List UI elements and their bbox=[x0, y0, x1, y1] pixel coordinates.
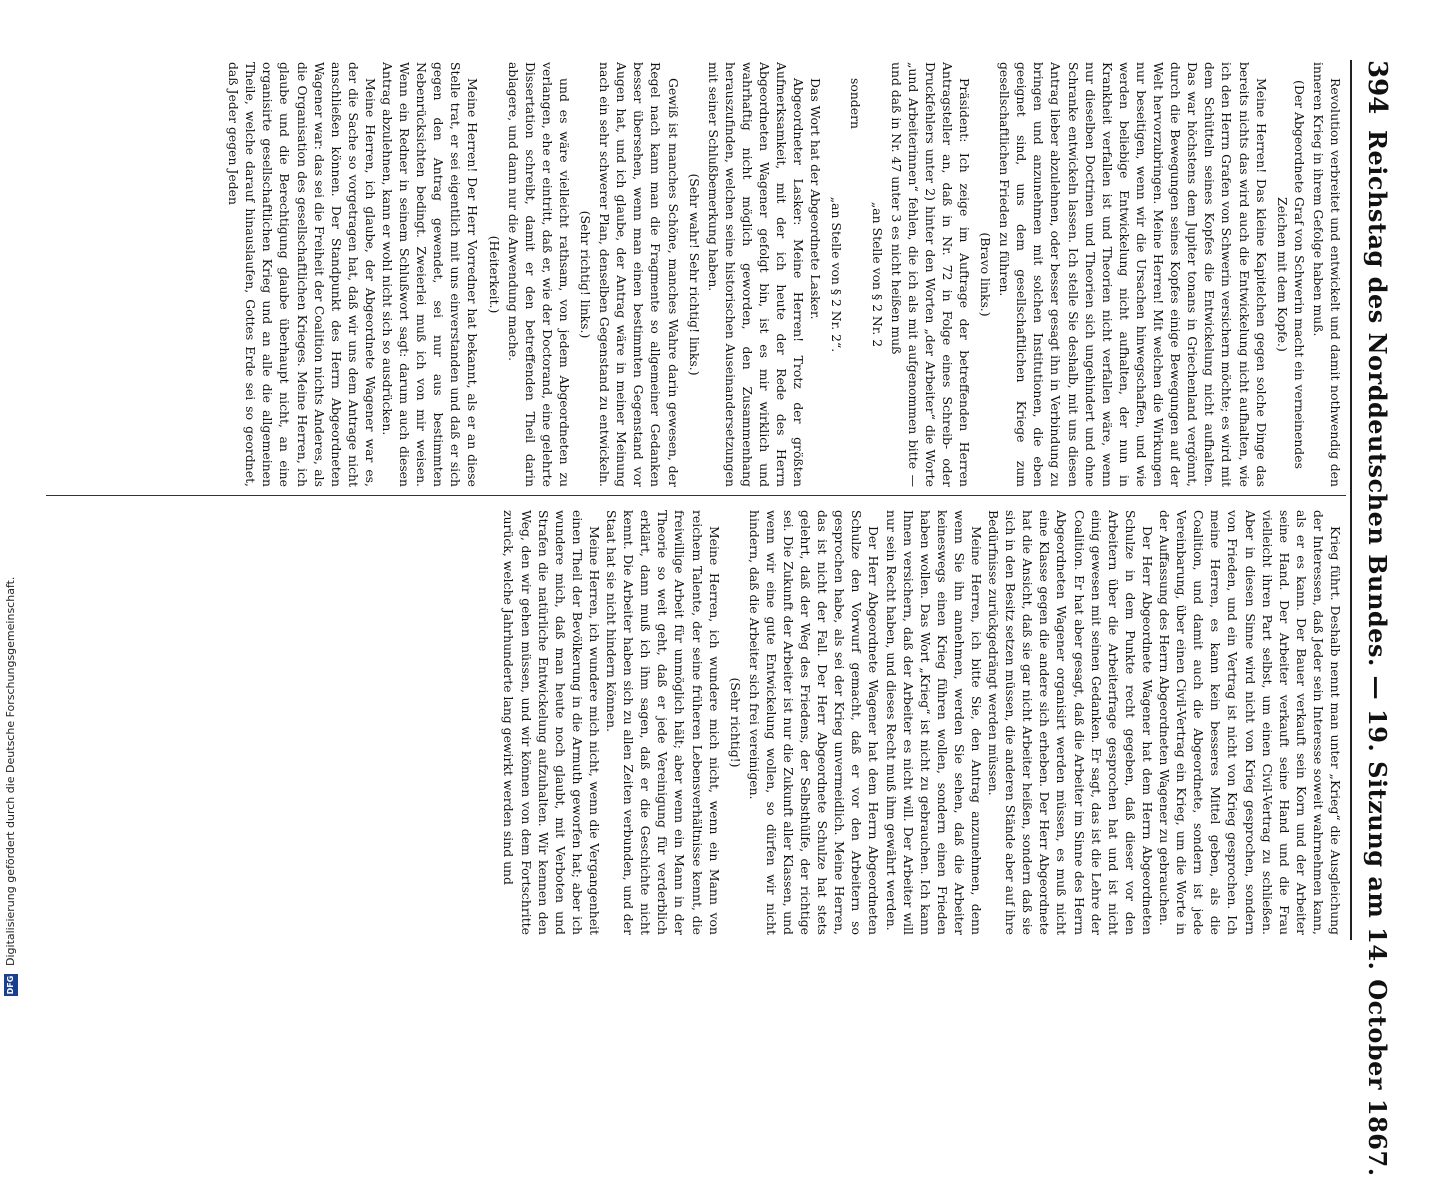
paragraph: sondern bbox=[848, 78, 864, 129]
column-divider bbox=[46, 495, 1346, 496]
header-rule bbox=[1350, 60, 1352, 940]
paragraph: Revolution verbreitet und entwickelt und damit nothwendig den inneren Krieg in ihrem Gefolge haben muß. bbox=[1310, 62, 1343, 487]
centered-note: „an Stelle von § 2 Nr. 2“. bbox=[829, 196, 845, 353]
paragraph: Der Herr Abgeordnete Wagener hat dem Herrn Abgeordneten Schulze in dem Punkte recht gegeben, daß dieser vor den Arbeitern über die Arbeiterfrage gesprochen hat und ist nicht einig gewesen mit seinen Gedanken. Er sagt, das ist die Lehre der Coalition. Er hat aber gesagt, daß die Arbeiter im Sinne des Herrn Abgeordneten Wagener organisirt werden müssen, es muß nicht eine Klasse gegen die andere sich erheben. Der Herr Abgeordnete hat die Ansicht, daß sie gar nicht Arbeiter heißen, sondern daß sie sich in den Besitz setzen müssen, die anderen Stände aber auf ihre Bedürfnisse zurückgedrängt werden müssen. bbox=[986, 510, 1155, 935]
centered-note: „an Stelle von § 2 Nr. 2 bbox=[869, 201, 885, 348]
right-column bbox=[54, 510, 1344, 935]
left-column bbox=[54, 62, 1344, 487]
centered-note: (Sehr richtig!) bbox=[727, 677, 743, 768]
credit-strip bbox=[0, 0, 24, 1000]
paragraph: Präsident: Ich zeige im Auftrage der betreffenden Herren Antragsteller an, daß in Nr. 72 in Folge eines Schreib- oder Druckfehlers unter 2) hinter den Worten „der Arbeiter“ die Worte „und Arbeiterinnen“ fehlen, die ich als mit aufgenommen bitte — und daß in Nr. 47 unter 3 es nicht heißen muß bbox=[888, 62, 973, 487]
paragraph: Meine Herren, ich glaube, der Abgeordnete Wagener war es, der die Sache so vorgetragen hat, daß wir uns dem Antrage nicht anschließen können. Der Standpunkt des Herrn Abgeordneten Wagener war: das sei die Freiheit der Coalition nichts Anderes, als die Organisation des gesellschaftlichen Krieges. Meine Herren, ich glaube und die Berechtigung glaube überhaupt nicht, an eine organisirte gesellschaftlichen Krieg und an alle die allgemeinen Theile, welche darauf hinauslaufen, Gottes Erde sei so geordnet, daß Jeder gegen Jeden bbox=[226, 62, 378, 487]
paragraph: Meine Herren! Das kleine Kapitelchen gegen solche Dinge das bereits nichts das wird auch die Entwickelung nicht aufhalten, wie ich den Herrn Grafen von Schwerin versichern möchte; es wird mit dem Schütteln seines Kopfes die Entwickelung nicht aufhalten. Das war höchstens dem Jupiter tonans in Griechenland vergönnt, durch die Bewegungen seines Kopfes einige Bewegungen auf der Welt hervorzubringen. Meine Herren! Mit welchen die Wirkungen nur beseitigen, wenn wir die Ursachen hinwegschaffen, und wie werden beliebige Entwickelung nicht aufhalten, der nun in Krankheit verfallen ist und Theorien nicht verfallen wäre, wenn nur dieselben Doctrinen und Theorien sich ungehindert und ohne Schranke entwickeln lassen. Ich stelle Sie deshalb, mit uns diesen Antrag lieber abzulehnen, oder besser gesagt ihn in Verbindung zu bringen und anzunehmen mit solchen Institutionen, die eben geeignet sind, uns dem gesellschaftlichen Kriege zum gesellschaftlichen Frieden zu führen. bbox=[997, 62, 1269, 487]
paragraph: Meine Herren, ich wundere mich nicht, wenn die Vergangenheit einen Theil der Bevölkerung in die Armuth geworfen hat; aber ich wundere mich, daß man heute noch glaubt, mit Verboten und Strafen die natürliche Entwickelung aufzuhalten. Wir kennen den Weg, den wir gehen müssen, und wir können von dem Fortschritte zurück, welche Jahrhunderte lang gewirkt werden sind und bbox=[501, 510, 602, 935]
centered-note: (Heiterkeit.) bbox=[486, 235, 502, 314]
dfg-logo-icon: DFG bbox=[4, 974, 18, 996]
running-head: Reichstag des Norddeutschen Bundes. — 19. Sitzung am 14. October 1867. bbox=[1363, 130, 1392, 1177]
paragraph: Abgeordneter Lasker: Meine Herren! Trotz der größten Aufmerksamkeit, mit der ich heute der Rede des Herrn Abgeordneten Wagener gefolgt bin, ist es mir wirklich und wahrhaftig nicht möglich geworden, den Zusammenhang herauszufinden, welchen seine historischen Auseinandersetzungen mit seiner Schlußbemerkung haben. bbox=[705, 62, 807, 487]
page-number: 394 bbox=[1362, 60, 1392, 115]
centered-note: (Sehr richtig! links.) bbox=[578, 210, 594, 339]
paragraph: Gewiß ist manches Schöne, manches Wahre darin gewesen, der Regel nach kann man die Fragmente so allgemeiner Gedanken besser übersehen, wenn man einen bestimmten Gegenstand vor Augen hat, und ich glaube, der Antrag wäre in meiner Meinung nach ein sehr schwerer Plan, denselben Gegenstand zu entwickeln. bbox=[597, 62, 681, 487]
paragraph: Der Herr Abgeordnete Wagener hat dem Herrn Abgeordneten Schulze den Vorwurf gemacht, daß er vor den Arbeitern so gesprochen habe, als sei der Krieg unvermeidlich. Meine Herren, das ist nicht der Fall. Der Herr Abgeordnete Schulze hat stets gelehrt, daß der Weg des Friedens, der Selbsthülfe, der richtige sei. Die Zukunft der Arbeiter ist nur die Zukunft aller Klassen, und wenn wir eine gute Entwickelung wollen, so dürfen wir nicht hindern, daß die Arbeiter sich frei vereinigen. bbox=[746, 510, 882, 935]
paragraph: Krieg führt. Deshalb nennt man unter „Krieg“ die Ausgleichung der Interessen, daß Jeder sein Interesse soweit wahrnehmen kann, als er es kann. Der Bauer verkauft sein Korn und der Arbeiter seine Hand. Der Arbeiter verkauft seine Hand und die Frau vielleicht ihren Part selbst, um einen Civil-Vertrag zu schließen. Aber in diesen Sinne wird nicht von Krieg gesprochen, sondern von Frieden, und ein Vertrag ist nicht von Krieg gesprochen. Ich meine Herren, es kann kein besseres Mittel geben, als die Coalition, und damit auch die Abgeordnete, sondern ist jede Vereinbarung, über einen Civil-Vertrag ein Krieg, um die Worte in der Auffassung des Herrn Abgeordneten Wagener zu gebrauchen. bbox=[1157, 510, 1343, 935]
centered-note: (Bravo links.) bbox=[978, 232, 994, 317]
paragraph: Meine Herren, ich bitte Sie, den Antrag anzunehmen, denn wenn Sie ihn annehmen, werden Sie sehen, daß die Arbeiter keineswegs einen Krieg führen wollen, sondern einen Frieden haben wollen. Das Wort „Krieg“ ist nicht zu gebrauchen. Ich kann Ihnen versichern, daß der Arbeiter es nicht will. Der Arbeiter will nur sein Recht haben, und dieses Recht muß ihm gewährt werden. bbox=[883, 510, 985, 935]
centered-note: (Sehr wahr! Sehr richtig! links.) bbox=[686, 173, 702, 376]
centered-note: (Der Abgeordnete Graf von Schwerin macht ein verneinendes Zeichen mit dem Kopfe.) bbox=[1274, 80, 1307, 469]
paragraph: und es wäre vielleicht rathsam, von jedem Abgeordneten zu verlangen, ehe er eintritt, daß er, wie der Doctorand, eine gelehrte Dissertation schreibt, damit er den betreffenden Theil darin ablagere, und dann nur die Anwendung mache. bbox=[505, 62, 572, 487]
paragraph: Meine Herren! Der Herr Vorredner hat bekannt, als er an diese Stelle trat, er sei eigentlich mit uns einverstanden und daß er sich gegen den Antrag gewendet, sei nur aus bestimmten Nebenrücksichten bedingt. Zweierlei muß ich von mir weisen. Wenn ein Redner in seinem Schlußwort sagt: darum auch diesen Antrag abzulehnen, kann er wohl nicht sich so ausdrücken. bbox=[380, 62, 481, 487]
paragraph: Das Wort hat der Abgeordnete Lasker. bbox=[808, 78, 824, 320]
credit-text: Digitalisierung gefördert durch die Deutsche Forschungsgemeinschaft. bbox=[4, 576, 17, 966]
page-header bbox=[1356, 60, 1392, 1177]
paragraph: Meine Herren, ich wundere mich nicht, wenn ein Mann von reichem Talente, der seine früheren Lebensverhältnisse kennt, die freiwillige Arbeit für unmöglich hält; aber wenn ein Mann in der Theorie so weit geht, daß er jede Vereinigung für verderblich erklärt, dann muß ich ihm sagen, daß er die Geschichte nicht kennt. Die Arbeiter haben sich zu allen Zeiten verbunden, und der Staat hat sie nicht hindern können. bbox=[604, 510, 722, 935]
